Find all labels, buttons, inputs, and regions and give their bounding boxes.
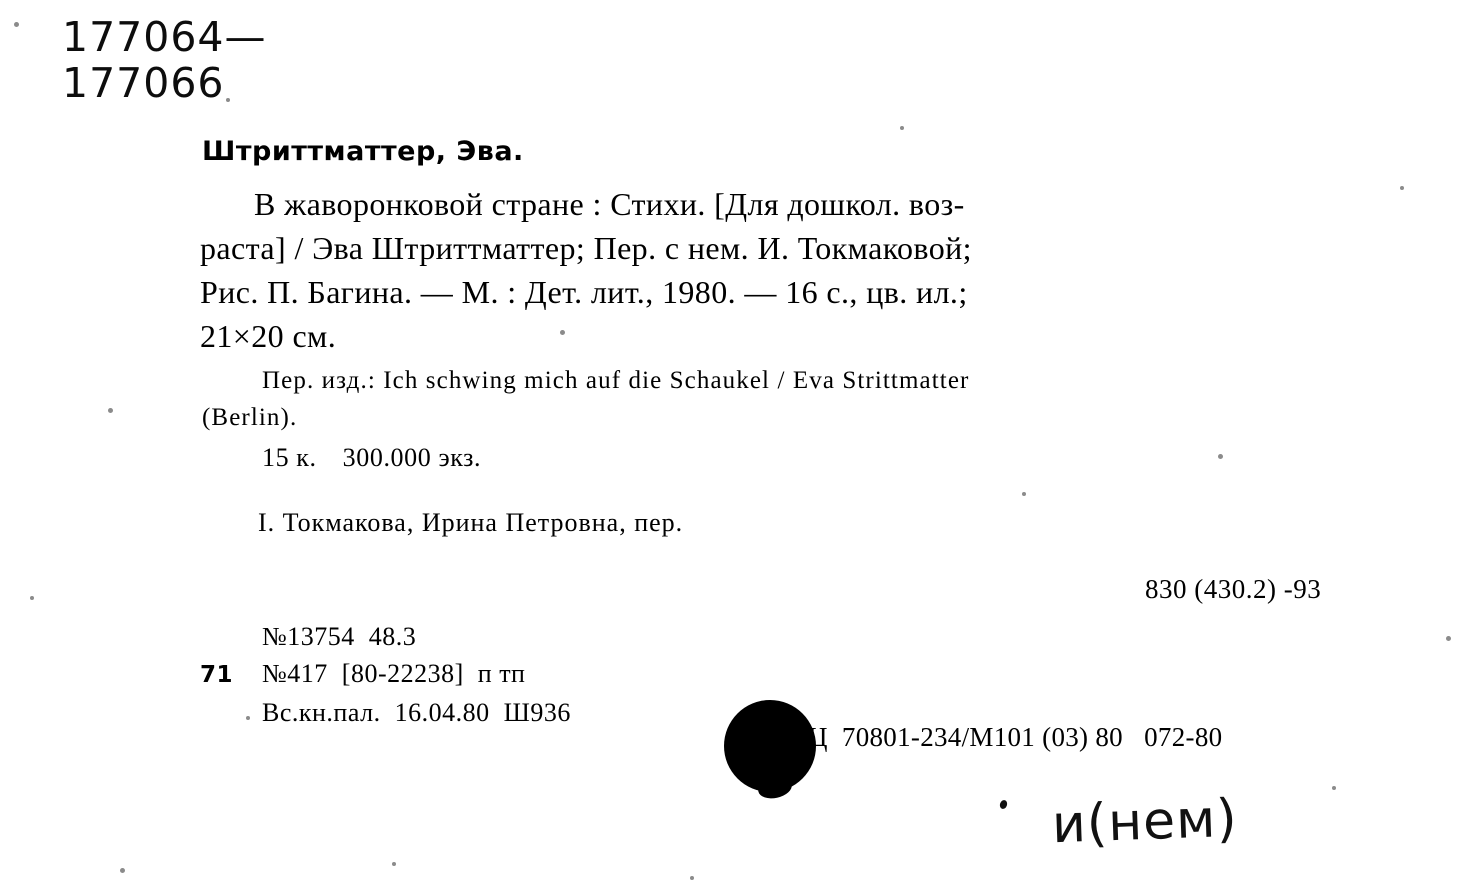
- scan-speck: [560, 330, 565, 335]
- scan-speck: [226, 98, 230, 102]
- call-number-line-1: 177064—: [62, 13, 267, 61]
- scan-speck: [30, 596, 34, 600]
- original-title-line-1: Пер. изд.: Ich schwing mich auf die Schaukel / Eva Strittmatter: [262, 367, 970, 394]
- control-row-lead: 71: [200, 662, 234, 688]
- scan-speck: [1218, 454, 1223, 459]
- scan-speck: [900, 126, 904, 130]
- print-run-value: 300.000 экз.: [342, 443, 482, 472]
- scan-speck: [1332, 786, 1336, 790]
- title-line-1: В жаворонковой стране : Стихи. [Для дошкол. воз-: [254, 186, 965, 222]
- scan-speck: [246, 716, 250, 720]
- scan-speck: [1022, 492, 1026, 496]
- scan-speck: [120, 868, 125, 873]
- control-block: [200, 618, 571, 731]
- price-and-print-run: [262, 443, 481, 473]
- original-title-line-2: (Berlin).: [202, 404, 298, 431]
- title-line-3: Рис. П. Багина. — М. : Дет. лит., 1980. — 16 с., цв. ил.;: [200, 274, 968, 310]
- title-line-4: 21×20 см.: [200, 318, 337, 354]
- title-statement: [200, 182, 1380, 358]
- scan-speck: [108, 408, 113, 413]
- original-title-note: [202, 362, 1382, 436]
- imprint-line: Ц 70801-234/М101 (03) 80 072-80: [808, 722, 1223, 752]
- ink-blot-icon: [724, 700, 816, 792]
- author-heading: Штриттматтер, Эва.: [202, 136, 524, 167]
- scan-speck: [690, 876, 694, 880]
- control-row: [200, 655, 571, 694]
- control-row-text: №417 [80-22238] п тп: [262, 659, 526, 688]
- control-row: [200, 618, 571, 655]
- scan-speck: [14, 22, 19, 27]
- control-row-text: Вс.кн.пал. 16.04.80 Ш936: [262, 698, 571, 727]
- call-number: [62, 14, 267, 106]
- ink-dot-icon: [999, 799, 1009, 810]
- price-value: 15 к.: [262, 443, 317, 472]
- control-row-text: №13754 48.3: [262, 622, 417, 651]
- added-entry: I. Токмакова, Ирина Петровна, пер.: [258, 508, 684, 537]
- control-row: [200, 694, 571, 731]
- scan-speck: [1446, 636, 1451, 641]
- scan-speck: [392, 862, 396, 866]
- title-line-2: раста] / Эва Штриттматтер; Пер. с нем. И. Токмаковой;: [200, 230, 972, 266]
- scan-speck: [1400, 186, 1404, 190]
- handwritten-note: и(нем): [1051, 788, 1239, 856]
- udc-classification: 830 (430.2) -93: [1145, 574, 1322, 604]
- call-number-line-2: 177066: [62, 59, 225, 107]
